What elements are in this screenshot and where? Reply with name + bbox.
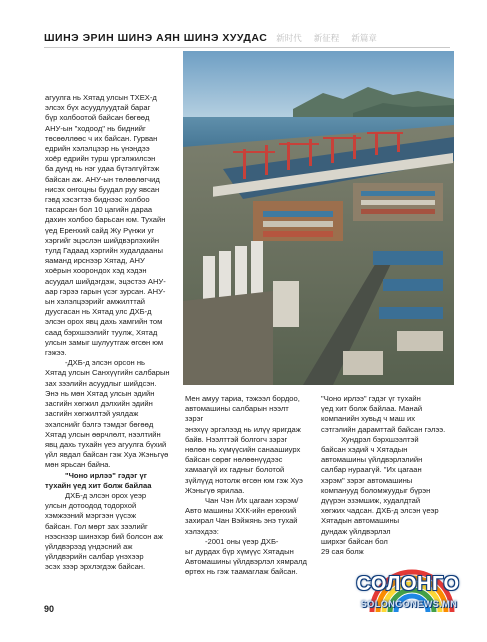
section-title: ШИНЭ ЭРИН ШИНЭ АЯН ШИНЭ ХУУДАС bbox=[44, 32, 268, 44]
text-column-1 bbox=[45, 93, 179, 573]
page-number: 90 bbox=[44, 604, 55, 614]
column1-paragraph-1: агуулга нь Хятад улсын ТХЕХ-д элсэх бүх асуудлуудтай бараг бүр холбоотой байсан бөгөөд АНУ-ын "ходоод" нь биднийг төсөөллөөс ч их байсан. Гурван едрийн хэлэлцээр нь үнэндээ хоёр едрийн турш үргэлжилсэн ба дунд нь нэг удаа бүтэлгүйтэж байсан аж. АНУ-ын төлөөлөгчид нисэх онгоцны буудал руу явсан гэвд хэсэгтээ биднээс холбоо тасарсан бол 10 цагийн дараа дахин холбоо барьсан юм. Тухайн үед Еренхий сайд Жу Рүнжи уг хэргийг эцэслэн шийдвэрлэхийн тулд Гадаад хэргийн худалдааны яаманд ирснээр Хятад, АНУ хоёрын хоорондох хэд хэдэн асуудал шийдэгдэж, эцэстээ АНУ- аар гэрээ гарын үсэг зурсан. АНУ- ын хэлэлцээрийг амжилттай дуусгасан нь Хятад улс ДХБ-д элсэн орох явц дахь хамгийн том саад бэрхшээлийг туулж, Хятад улсын замыг шулуутгаж өгсөн юм гэжээ. bbox=[45, 93, 166, 358]
column1-paragraph-3: ДХБ-д элсэн орох үеэр улсын дотоодод тодорхой хэмжээний мэргээн үүсэж байсан. Гол мөрт зах зээлийг нээснээр шинэхэр бий болсон аж үйлдвэрээд үндэсний аж үйлдвэрийн салбар үнэхээр эсэх зээр эрхлэгдэж байсан. bbox=[45, 490, 163, 572]
watermark-logo-text: СОЛОНГО bbox=[356, 573, 460, 595]
section-subtitle-cn-1: 新时代 bbox=[276, 34, 302, 44]
header-divider bbox=[44, 47, 450, 48]
column2-paragraph-1: Мен амуу тариа, тэжээл бордоо, автомашины салбарын нээлт зэрэг энэхүү эргэлээд нь илүү яригдаж байв. Нээлттэй болгогч зэрэг нөлөө нь хүмүүсийн санаашиурх байсан сөрөг нөлөөнүүдээс хамаагүй их гадныг болотой зүйлүүд нотолж өгсөн юм гэж Хуэ Жэньгүө ярилаа. bbox=[185, 394, 303, 495]
running-header bbox=[44, 24, 444, 44]
text-column-2 bbox=[185, 394, 307, 578]
column2-paragraph-2: Чан Чэн /Их цагаан хэрэм/ Авто машины ХХК-ийн ерөнхий захирал Чан Вэйжянь энэ тухай хэлэхдээ: bbox=[185, 496, 299, 536]
column1-subheading: "Чоно ирлээ" гэдэг үг тухайн үед хит болж байлаа bbox=[45, 470, 152, 490]
watermark-url: SOLONGONEWS.MN bbox=[360, 599, 458, 609]
port-aerial-photo bbox=[183, 51, 454, 385]
column2-paragraph-3: -2001 оны үеэр ДХБ- ыг дурдах бүр хүмүүс Хятадын Автомашины үйлдвэрлэл хямралд өртөх нь гэж таамаглаж байсан. bbox=[185, 536, 307, 577]
section-subtitle-cn-2: 新征程 bbox=[313, 34, 340, 44]
column3-paragraph-2: Хундрэл бэрхшээлтэй байсан хэдий ч Хятадын автомашины үйлдвэрлэлийн салбар нураагүй. "Их цагаан хэрэм" зэрэг автомашины компанууд боломжуудыг бүрэн дүүрэн эзэмшиж, худалдтай хөгжих чадсан. ДХБ-д элсэн үеэр Хятадын автомашины дундаж үйлдвэрлэл ширхэг байсан бол 29 сая болж bbox=[321, 434, 439, 557]
text-column-3 bbox=[321, 394, 453, 557]
section-subtitle-cn-3: 新篇章 bbox=[351, 34, 377, 44]
column1-paragraph-2: -ДХБ-д элсэн орсон нь Хятад улсын Санхүүгийн салбарын зах зээлийн асуудлыг шийдсэн. Энэ нь мөн Хятад улсын эдийн засгийн хөгжил дэлхийн эдийн засгийн хөгжилтэй уялдаж эхэлснийг бэлгэ тэмдэг бөгөөд Хятад улсын өөрчлөлт, нээлтийн явц дахь тухайн үеэ агуулга бүхий үйл явдал байсан гэж Хуа Жэньгүө мөн ярьсан байна. bbox=[45, 358, 170, 470]
column3-paragraph-1: "Чоно ирлээ" гэдэг үг тухайн үед хит болж байлаа. Манай компанийн хувьд ч маш их сэтгэлийн дарамттай байсан гэлээ. bbox=[321, 394, 446, 434]
